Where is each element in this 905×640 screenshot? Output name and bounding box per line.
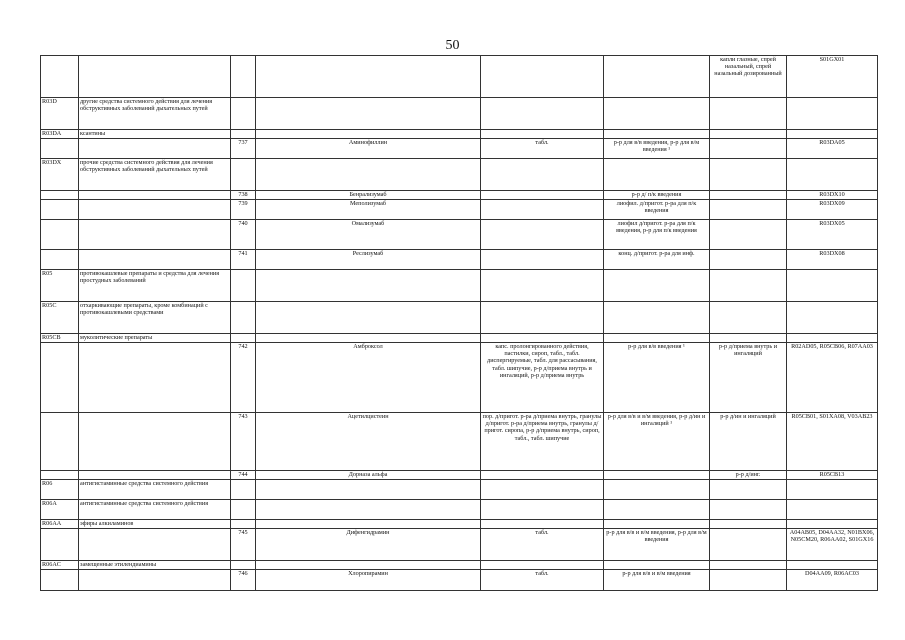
cell-form-injection: [604, 520, 710, 529]
cell-form-other: [710, 130, 787, 139]
cell-drug-name: Амброксол: [256, 343, 481, 413]
cell-form-main: [481, 471, 604, 480]
cell-number: [231, 130, 256, 139]
cell-form-main: [481, 250, 604, 270]
cell-code: [41, 343, 79, 413]
cell-form-injection: р-р для в/в и в/м введения: [604, 570, 710, 591]
cell-form-injection: [604, 270, 710, 302]
cell-code: R03D: [41, 98, 79, 130]
cell-atc-code: R03DX08: [787, 250, 878, 270]
cell-form-injection: [604, 56, 710, 98]
cell-form-injection: лиофил. д/пригот. р-ра для п/к введения: [604, 200, 710, 220]
cell-number: [231, 520, 256, 529]
cell-form-injection: [604, 471, 710, 480]
table-row: [41, 98, 878, 130]
table-row: [41, 471, 878, 480]
cell-drug-name: Дорназа альфа: [256, 471, 481, 480]
table-row: [41, 343, 878, 413]
cell-atc-code: R05CB01, S01XA08, V03AB23: [787, 413, 878, 471]
cell-form-other: [710, 270, 787, 302]
cell-form-main: [481, 561, 604, 570]
cell-drug-name: [256, 270, 481, 302]
cell-form-injection: конц. д/пригот. р-ра для инф.: [604, 250, 710, 270]
cell-drug-name: [256, 561, 481, 570]
cell-code: R06A: [41, 500, 79, 520]
cell-atc-code: [787, 159, 878, 191]
cell-code: [41, 570, 79, 591]
cell-form-main: [481, 270, 604, 302]
cell-number: 743: [231, 413, 256, 471]
table-row: [41, 159, 878, 191]
cell-atc-code: [787, 130, 878, 139]
cell-form-other: [710, 191, 787, 200]
cell-code: R03DX: [41, 159, 79, 191]
cell-atc-code: R03DA05: [787, 139, 878, 159]
cell-code: R06AC: [41, 561, 79, 570]
cell-form-injection: [604, 500, 710, 520]
cell-form-other: [710, 520, 787, 529]
cell-drug-name: Омализумаб: [256, 220, 481, 250]
cell-code: [41, 471, 79, 480]
cell-drug-name: Бенрализумаб: [256, 191, 481, 200]
cell-form-injection: р-р для в/в и в/м введения, р-р д/ин и ингаляций ¹: [604, 413, 710, 471]
cell-group-name: отхаркивающие препараты, кроме комбинаций с противокашлевыми средствами: [79, 302, 231, 334]
cell-form-injection: р-р для в/в введения, р-р для в/м введения ¹: [604, 139, 710, 159]
cell-atc-code: R03DX10: [787, 191, 878, 200]
cell-form-main: [481, 220, 604, 250]
cell-atc-code: A04AB05, D04AA32, N01BX06, N05CM20, R06AA02, S01GX16: [787, 529, 878, 561]
cell-atc-code: D04AA09, R06AC03: [787, 570, 878, 591]
cell-atc-code: [787, 98, 878, 130]
cell-form-other: [710, 98, 787, 130]
table-row: [41, 529, 878, 561]
cell-atc-code: S01GX01: [787, 56, 878, 98]
cell-form-other: р-р д/приема внутрь и ингаляций: [710, 343, 787, 413]
cell-code: R06AA: [41, 520, 79, 529]
cell-form-main: пор. д/пригот. р-ра д/приема внутрь, гранулы д/пригот. р-ра д/приема внутрь, гранулы д/пригот. сиропа, р-р д/приема внутрь, сироп, табл., табл. шипучие: [481, 413, 604, 471]
cell-drug-name: [256, 520, 481, 529]
cell-group-name: прочие средства системного действия для лечения обструктивных заболеваний дыхательных путей: [79, 159, 231, 191]
cell-atc-code: [787, 561, 878, 570]
cell-group-name: [79, 200, 231, 220]
cell-atc-code: [787, 270, 878, 302]
cell-code: [41, 191, 79, 200]
cell-group-name: [79, 139, 231, 159]
table-row: [41, 130, 878, 139]
cell-number: [231, 561, 256, 570]
cell-group-name: [79, 56, 231, 98]
cell-number: [231, 334, 256, 343]
table-row: [41, 480, 878, 500]
cell-drug-name: [256, 302, 481, 334]
cell-number: [231, 302, 256, 334]
table-row: [41, 413, 878, 471]
cell-form-other: [710, 561, 787, 570]
cell-drug-name: [256, 500, 481, 520]
cell-drug-name: [256, 334, 481, 343]
cell-number: 738: [231, 191, 256, 200]
cell-form-other: [710, 159, 787, 191]
table-row: [41, 500, 878, 520]
page-number: 50: [445, 38, 460, 53]
table-row: [41, 56, 878, 98]
cell-form-main: [481, 520, 604, 529]
cell-form-injection: [604, 98, 710, 130]
cell-atc-code: [787, 520, 878, 529]
cell-group-name: противокашлевые препараты и средства для лечения простудных заболеваний: [79, 270, 231, 302]
table-row: [41, 220, 878, 250]
cell-form-other: капли глазные, спрей назальный, спрей назальный дозированный: [710, 56, 787, 98]
cell-number: [231, 98, 256, 130]
table-row: [41, 570, 878, 591]
table-row: [41, 200, 878, 220]
cell-form-injection: [604, 302, 710, 334]
cell-code: [41, 56, 79, 98]
table-row: [41, 334, 878, 343]
cell-group-name: эфиры алкиламинов: [79, 520, 231, 529]
cell-number: [231, 480, 256, 500]
cell-atc-code: [787, 480, 878, 500]
cell-form-other: [710, 139, 787, 159]
cell-form-main: [481, 500, 604, 520]
cell-group-name: [79, 220, 231, 250]
cell-code: R05: [41, 270, 79, 302]
cell-form-injection: р-р для в/в введения ¹: [604, 343, 710, 413]
cell-drug-name: [256, 130, 481, 139]
cell-group-name: замещенные этилендиамины: [79, 561, 231, 570]
cell-code: [41, 139, 79, 159]
cell-code: [41, 250, 79, 270]
cell-drug-name: [256, 480, 481, 500]
cell-number: 744: [231, 471, 256, 480]
cell-form-main: [481, 200, 604, 220]
cell-number: 746: [231, 570, 256, 591]
cell-form-injection: р-р для в/в и в/м введения, р-р для в/м введения: [604, 529, 710, 561]
cell-form-main: табл.: [481, 570, 604, 591]
cell-group-name: ксантины: [79, 130, 231, 139]
cell-atc-code: R02AD05, R05CB06, R07AA03: [787, 343, 878, 413]
cell-group-name: другие средства системного действия для лечения обструктивных заболеваний дыхательных путей: [79, 98, 231, 130]
cell-form-main: [481, 56, 604, 98]
cell-form-main: [481, 334, 604, 343]
cell-form-main: табл.: [481, 529, 604, 561]
cell-number: [231, 500, 256, 520]
cell-code: [41, 220, 79, 250]
table-row: [41, 302, 878, 334]
cell-atc-code: R03DX09: [787, 200, 878, 220]
cell-atc-code: [787, 302, 878, 334]
cell-form-other: [710, 480, 787, 500]
cell-form-injection: [604, 561, 710, 570]
cell-number: 742: [231, 343, 256, 413]
cell-atc-code: R03DX05: [787, 220, 878, 250]
cell-drug-name: Меполизумаб: [256, 200, 481, 220]
cell-number: [231, 159, 256, 191]
cell-form-main: капс. пролонгированного действия, пастилки, сироп, табл., табл. диспергируемые, табл. для рассасывания, табл. шипучие, р-р д/приема внутрь и ингаляций, р-р д/приема внутрь: [481, 343, 604, 413]
cell-number: 740: [231, 220, 256, 250]
cell-code: [41, 413, 79, 471]
cell-code: [41, 529, 79, 561]
cell-number: [231, 270, 256, 302]
cell-group-name: [79, 529, 231, 561]
cell-group-name: [79, 250, 231, 270]
table-row: [41, 561, 878, 570]
table-row: [41, 139, 878, 159]
cell-form-main: [481, 98, 604, 130]
cell-code: [41, 200, 79, 220]
cell-form-main: табл.: [481, 139, 604, 159]
table-row: [41, 250, 878, 270]
cell-form-other: р-р д/ин и ингаляций: [710, 413, 787, 471]
cell-form-other: [710, 529, 787, 561]
cell-form-other: [710, 250, 787, 270]
cell-number: 741: [231, 250, 256, 270]
cell-atc-code: [787, 500, 878, 520]
cell-atc-code: [787, 334, 878, 343]
cell-group-name: [79, 191, 231, 200]
cell-group-name: [79, 471, 231, 480]
cell-form-main: [481, 130, 604, 139]
cell-drug-name: Хлоропирамин: [256, 570, 481, 591]
cell-group-name: антигистаминные средства системного действия: [79, 500, 231, 520]
cell-form-other: р-р д/инг.: [710, 471, 787, 480]
cell-code: R03DA: [41, 130, 79, 139]
cell-code: R05CB: [41, 334, 79, 343]
cell-form-injection: [604, 334, 710, 343]
cell-form-injection: [604, 159, 710, 191]
cell-group-name: [79, 413, 231, 471]
table-row: [41, 191, 878, 200]
cell-drug-name: Аминофиллин: [256, 139, 481, 159]
cell-number: 739: [231, 200, 256, 220]
cell-drug-name: [256, 98, 481, 130]
cell-drug-name: [256, 159, 481, 191]
cell-code: R05C: [41, 302, 79, 334]
cell-group-name: муколитические препараты: [79, 334, 231, 343]
cell-group-name: [79, 570, 231, 591]
cell-number: 745: [231, 529, 256, 561]
cell-drug-name: Дифенгидрамин: [256, 529, 481, 561]
cell-form-main: [481, 480, 604, 500]
table-row: [41, 270, 878, 302]
cell-form-injection: р-р д/ п/к введения: [604, 191, 710, 200]
cell-drug-name: Ацетилцистеин: [256, 413, 481, 471]
cell-form-main: [481, 159, 604, 191]
cell-form-other: [710, 200, 787, 220]
cell-drug-name: [256, 56, 481, 98]
cell-group-name: антигистаминные средства системного действия: [79, 480, 231, 500]
cell-number: [231, 56, 256, 98]
cell-form-other: [710, 220, 787, 250]
cell-number: 737: [231, 139, 256, 159]
cell-form-other: [710, 500, 787, 520]
cell-atc-code: R05CB13: [787, 471, 878, 480]
cell-form-injection: [604, 130, 710, 139]
cell-group-name: [79, 343, 231, 413]
table-row: [41, 520, 878, 529]
cell-drug-name: Реслизумаб: [256, 250, 481, 270]
cell-form-other: [710, 302, 787, 334]
cell-form-other: [710, 570, 787, 591]
drug-table: [40, 55, 878, 591]
cell-form-injection: лиофил д/пригот. р-ра для п/к введения, р-р для п/к введения: [604, 220, 710, 250]
cell-form-main: [481, 302, 604, 334]
cell-form-injection: [604, 480, 710, 500]
cell-code: R06: [41, 480, 79, 500]
cell-form-main: [481, 191, 604, 200]
cell-form-other: [710, 334, 787, 343]
